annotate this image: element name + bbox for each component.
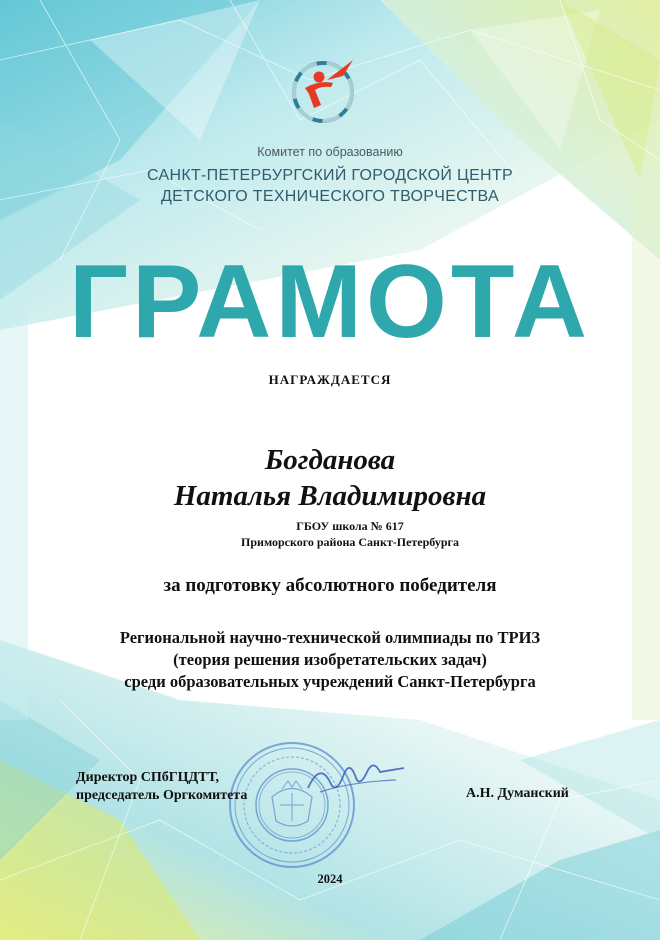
signatory-title-line2: председатель Оргкомитета [76, 788, 248, 803]
signatory-name: А.Н. Думанский [466, 786, 569, 801]
committee-name: Комитет по образованию [257, 145, 403, 159]
handwritten-signature [300, 752, 410, 802]
olympiad-line1: Региональной научно-технической олимпиады по ТРИЗ [119, 628, 541, 647]
olympiad-line3: среди образовательных учреждений Санкт-Петербурга [124, 672, 536, 691]
award-reason: за подготовку абсолютного победителя [163, 575, 497, 596]
organization-logo [283, 50, 363, 130]
certificate-year: 2024 [317, 872, 343, 886]
organization-name-line1: САНКТ-ПЕТЕРБУРГСКИЙ ГОРОДСКОЙ ЦЕНТР [147, 167, 513, 184]
school-line2: Приморского района Санкт-Петербурга [241, 535, 459, 549]
school-line1: ГБОУ школа № 617 [296, 519, 404, 533]
recipient-surname: Богданова [264, 444, 396, 476]
certificate-title: ГРАМОТА [69, 244, 591, 360]
organization-name-line2: ДЕТСКОГО ТЕХНИЧЕСКОГО ТВОРЧЕСТВА [161, 188, 499, 205]
awarded-label: НАГРАЖДАЕТСЯ [268, 372, 392, 387]
signatory-title-line1: Директор СПбГЦДТТ, [76, 770, 219, 785]
olympiad-line2: (теория решения изобретательских задач) [173, 650, 487, 669]
recipient-given-names: Наталья Владимировна [173, 480, 487, 512]
